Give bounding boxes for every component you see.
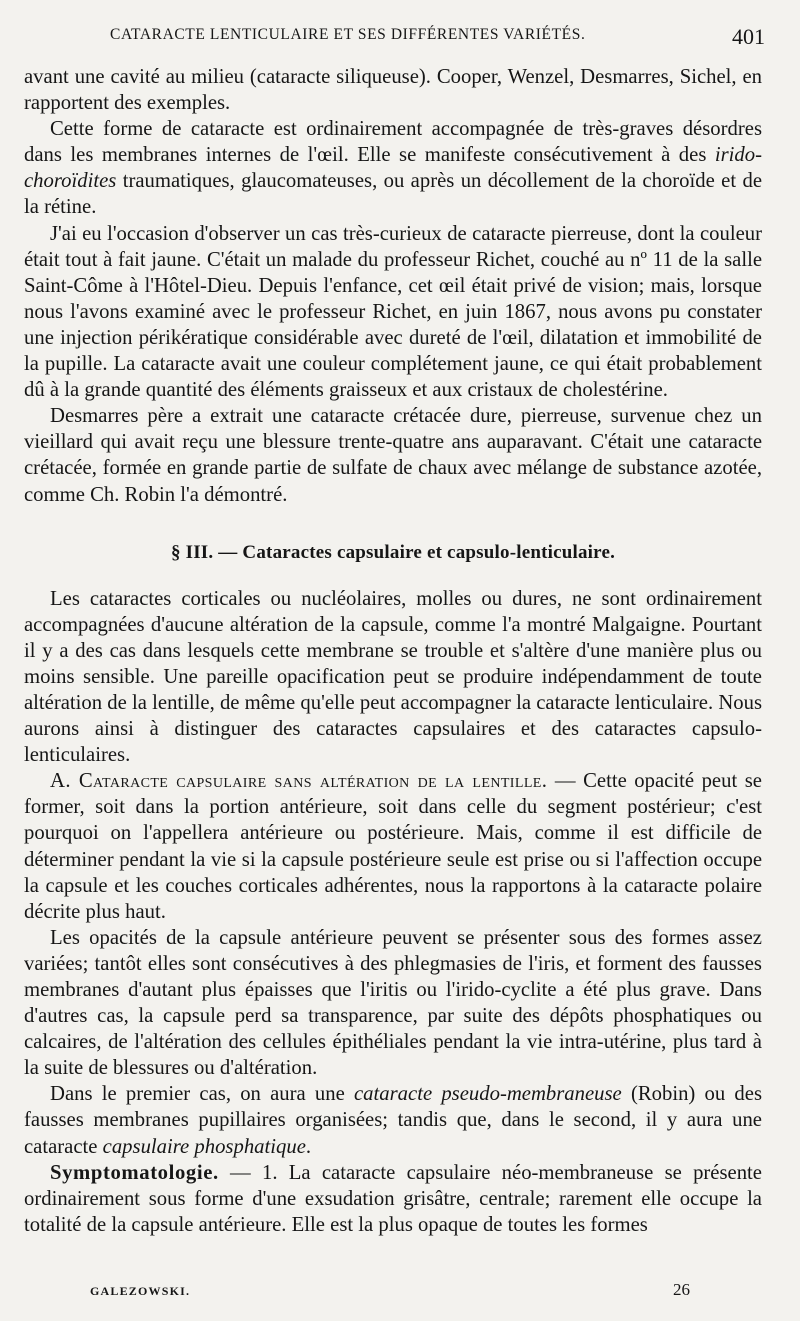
- page-header: [0, 24, 800, 54]
- paragraph-2-emphasis: irido-choroïdites: [24, 144, 762, 193]
- paragraph-4: Desmarres père a extrait une cataracte crétacée dure, pierreuse, survenue chez un vieillard qui avait reçu une blessure trente-quatre ans auparavant. C'était une cataracte crétacée, formée en grande partie de sulfate de chaux avec mélange de substance azotée, comme Ch. Robin l'a démontré.: [24, 405, 762, 506]
- paragraph-8: [24, 1081, 762, 1159]
- section-heading: § III. — Cataractes capsulaire et capsulo-lenticulaire.: [170, 541, 616, 563]
- page-number: 401: [732, 24, 765, 49]
- paragraph-3: J'ai eu l'occasion d'observer un cas très-curieux de cataracte pierreuse, dont la couleur était tout à fait jaune. C'était un malade du professeur Richet, couché au nº 11 de la salle Saint-Côme à l'Hôtel-Dieu. Depuis l'enfance, cet œil était privé de vision; mais, lorsque nous l'avons examiné avec le professeur Richet, en juin 1867, nous avons pu constater une injection périkératique considérable avec dureté de l'œil, dilatation et immobilité de la pupille. La cataracte avait une couleur complétement jaune, ce qui était probablement dû à la grande quantité des éléments graisseux et aux cristaux de cholestérine.: [24, 222, 762, 402]
- page-footer: [0, 1280, 800, 1304]
- signature-mark: 26: [673, 1280, 690, 1299]
- paragraph-8-text-a: Dans le premier cas, on aura une: [50, 1083, 354, 1106]
- paragraph-2: [24, 116, 762, 220]
- paragraph-8-emphasis-2: capsulaire phosphatique: [102, 1135, 306, 1158]
- page-body: [24, 64, 762, 1238]
- paragraph-7: Les opacités de la capsule antérieure peuvent se présenter sous des formes assez variées; tantôt elles sont consécutives à des phlegmasies de l'iris, et forment des fausses membranes d'autant plus épaisses que l'iritis ou l'irido-cyclite a été plus grave. Dans d'autres cas, la capsule perd sa transparence, par suite des dépôts phosphatiques ou calcaires, de l'altération des cellules épithéliales pendant la vie intra-utérine, plus tard à la suite de blessures ou d'altération.: [24, 926, 762, 1080]
- paragraph-2-text-a: Cette forme de cataracte est ordinairement accompagnée de très-graves désordres dans les membranes internes de l'œil. Elle se manifeste consécutivement à des: [24, 118, 762, 167]
- paragraph-8-text-b: (Robin) ou des fausses membranes pupillaires organisées; tandis que, dans le second, il y aura une cataracte: [24, 1083, 763, 1158]
- paragraph-9-text: — 1. La cataracte capsulaire néo-membraneuse se présente ordinairement sous forme d'une exsudation grisâtre, centrale; rarement elle occupe la totalité de la capsule antérieure. Elle est la plus opaque de toutes les formes: [24, 1161, 762, 1236]
- running-title: CATARACTE LENTICULAIRE ET SES DIFFÉRENTES VARIÉTÉS.: [110, 26, 586, 43]
- subsection-heading: A. Cataracte capsulaire sans altération de la lentille.: [50, 770, 548, 793]
- paragraph-2-text-b: traumatiques, glaucomateuses, ou après un décollement de la choroïde et de la rétine.: [24, 170, 762, 219]
- paragraph-9: [24, 1160, 762, 1238]
- paragraph-6: [24, 768, 762, 925]
- paragraph-8-text-c: .: [305, 1135, 312, 1158]
- paragraph-5: Les cataractes corticales ou nucléolaires, molles ou dures, ne sont ordinairement accompagnées d'aucune altération de la capsule, comme l'a montré Malgaigne. Pourtant il y a des cas dans lesquels cette membrane se trouble et s'altère d'une manière plus ou moins sensible. Une pareille opacification peut se produire indépendamment de toute altération de la lentille, de même qu'elle peut accompagner la cataracte lenticulaire. Nous aurons ainsi à distinguer des cataractes capsulaires et des cataractes capsulo-lenticulaires.: [24, 587, 762, 767]
- paragraph-1: avant une cavité au milieu (cataracte siliqueuse). Cooper, Wenzel, Desmarres, Sichel, en rapportent des exemples.: [24, 66, 762, 115]
- paragraph-6-text: — Cette opacité peut se former, soit dans la portion antérieure, soit dans celle du segment postérieur; c'est pourquoi on l'appellera antérieure ou postérieure. Mais, comme il est difficile de déterminer pendant la vie si la capsule postérieure seule est prise ou si l'affection occupe la capsule et les couches corticales adhérentes, nous la rapportons à la cataracte polaire décrite plus haut.: [24, 770, 762, 923]
- symptomatology-heading: Symptomatologie.: [50, 1161, 219, 1184]
- paragraph-8-emphasis-1: cataracte pseudo-membraneuse: [354, 1083, 622, 1106]
- author-signature: GALEZOWSKI.: [90, 1284, 191, 1298]
